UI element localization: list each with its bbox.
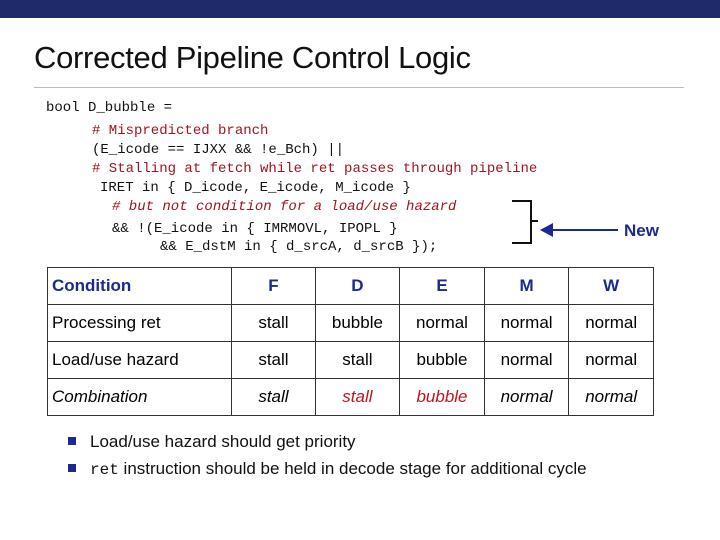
table-row: [48, 305, 654, 342]
cell-m: normal: [484, 342, 569, 379]
bullet-text: instruction should be held in decode stage for additional cycle: [118, 459, 587, 478]
cell-m: normal: [484, 305, 569, 342]
cell-d: stall: [315, 379, 400, 416]
cell-m: normal: [484, 379, 569, 416]
cell-d: bubble: [315, 305, 400, 342]
bullet-list: [68, 428, 587, 482]
square-bullet-icon: [68, 437, 76, 445]
code-line-4: # Stalling at fetch while ret passes through pipeline: [92, 161, 538, 177]
header-w: W: [569, 268, 654, 305]
title-divider: [34, 87, 684, 88]
code-line-8: && E_dstM in { d_srcA, d_srcB });: [160, 239, 438, 255]
header-condition: Condition: [48, 268, 232, 305]
square-bullet-icon: [68, 464, 76, 472]
cell-w: normal: [569, 342, 654, 379]
code-bracket: [512, 200, 532, 244]
slide-title: Corrected Pipeline Control Logic: [34, 40, 471, 75]
table-row: [48, 342, 654, 379]
header-m: M: [484, 268, 569, 305]
bullet-item: [68, 428, 587, 455]
cell-e: bubble: [400, 379, 485, 416]
bullet-item: [68, 455, 587, 482]
arrow-line: [552, 229, 618, 231]
row-condition: Load/use hazard: [48, 342, 232, 379]
code-line-1: bool D_bubble =: [46, 100, 173, 116]
cell-f: stall: [232, 379, 315, 416]
bullet-text: Load/use hazard should get priority: [90, 432, 356, 451]
code-line-5: IRET in { D_icode, E_icode, M_icode }: [100, 180, 411, 196]
header-f: F: [232, 268, 315, 305]
row-condition: Combination: [48, 379, 232, 416]
cell-d: stall: [315, 342, 400, 379]
cell-e: normal: [400, 305, 485, 342]
new-label: New: [624, 221, 659, 240]
cell-f: stall: [232, 305, 315, 342]
code-block: [0, 99, 720, 259]
cell-w: normal: [569, 379, 654, 416]
header-d: D: [315, 268, 400, 305]
code-line-7: && !(E_icode in { IMRMOVL, IPOPL }: [112, 221, 398, 237]
control-table: [47, 267, 654, 416]
table-header-row: [48, 268, 654, 305]
cell-e: bubble: [400, 342, 485, 379]
cell-w: normal: [569, 305, 654, 342]
code-line-2: # Mispredicted branch: [92, 123, 269, 139]
header-e: E: [400, 268, 485, 305]
bracket-tick: [530, 220, 538, 222]
cell-f: stall: [232, 342, 315, 379]
code-line-3: (E_icode == IJXX && !e_Bch) ||: [92, 142, 345, 158]
row-condition: Processing ret: [48, 305, 232, 342]
top-bar: [0, 0, 720, 18]
code-line-6: # but not condition for a load/use hazard: [112, 199, 457, 215]
table-row: [48, 379, 654, 416]
bullet-code: ret: [90, 461, 119, 479]
